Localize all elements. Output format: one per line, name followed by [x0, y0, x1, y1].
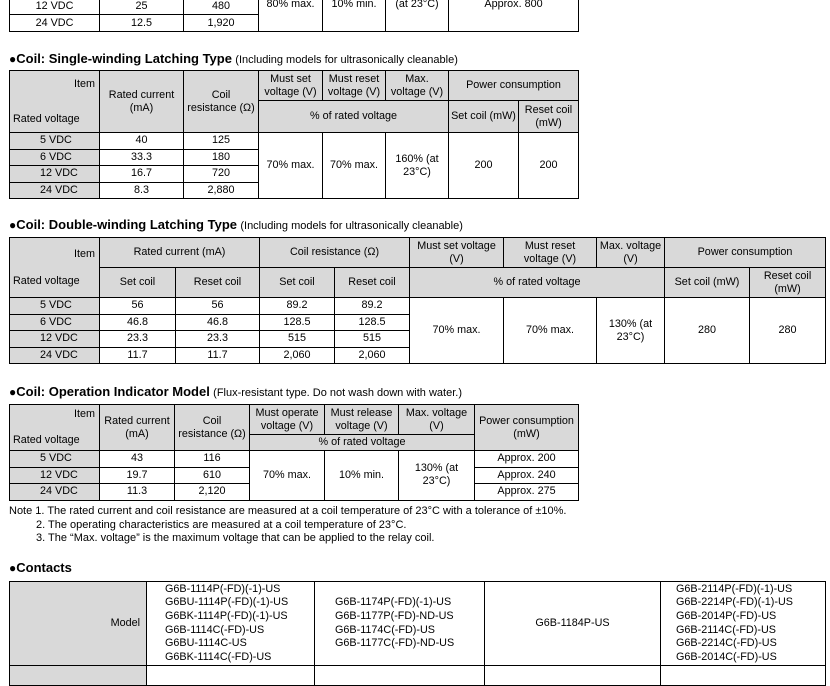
note-3: 3. The “Max. voltage” is the maximum voltage that can be applied to the relay coil. [36, 532, 435, 544]
model-column-4: G6B-2114P(-FD)(-1)-US G6B-2214P(-FD)(-1)-US G6B-2014P(-FD)-US G6B-2114C(-FD)-US G6B-2214C(-FD)-US G6B-2014C(-FD)-US [661, 582, 826, 666]
set-current-cell: 11.7 [100, 347, 176, 364]
contacts-table [9, 581, 826, 686]
must-set-value: 70% max. [410, 298, 504, 364]
reset-power-value: 280 [750, 298, 826, 364]
power-cell: Approx. 200 [475, 451, 579, 468]
rated-voltage-cell: 12 VDC [10, 0, 100, 15]
rated-voltage-cell: 6 VDC [10, 149, 100, 166]
max-voltage-header: Max. voltage (V) [386, 71, 449, 101]
percent-rated-header: % of rated voltage [259, 101, 449, 133]
rated-current-cell: 19.7 [100, 467, 175, 484]
rated-voltage-cell: 12 VDC [10, 331, 100, 348]
rated-voltage-cell: 24 VDC [10, 15, 100, 32]
set-coil-mw-header: Set coil (mW) [665, 268, 750, 298]
set-res-cell: 515 [260, 331, 335, 348]
model-column-2: G6B-1174P(-FD)(-1)-US G6B-1177P(-FD)-ND-US G6B-1174C(-FD)-US G6B-1177C(-FD)-ND-US [315, 582, 485, 666]
indicator-table [9, 404, 579, 501]
rated-current-cell: 16.7 [100, 166, 184, 183]
coil-resistance-cell: 125 [184, 133, 259, 150]
must-release-value: 10% min. [325, 451, 399, 501]
reset-res-cell: 515 [335, 331, 410, 348]
max-voltage-value: 160% (at 23°C) [386, 133, 449, 199]
set-res-cell: 89.2 [260, 298, 335, 315]
set-coil-res-header: Set coil [260, 268, 335, 298]
max-voltage-header: Max. voltage (V) [399, 405, 475, 435]
contacts-next-row-cell [147, 666, 315, 686]
max-voltage-cell: (at 23°C) [386, 0, 449, 32]
must-operate-value: 70% max. [250, 451, 325, 501]
set-power-value: 280 [665, 298, 750, 364]
top-coil-table [9, 0, 579, 32]
rated-current-cell: 12.5 [100, 15, 184, 32]
rated-current-cell: 43 [100, 451, 175, 468]
reset-current-cell: 23.3 [176, 331, 260, 348]
rated-voltage-cell: 5 VDC [10, 298, 100, 315]
set-coil-current-header: Set coil [100, 268, 176, 298]
set-current-cell: 56 [100, 298, 176, 315]
contacts-next-row-label [10, 666, 147, 686]
indicator-heading: ●Coil: Operation Indicator Model (Flux-resistant type. Do not wash down with water.) [9, 384, 462, 399]
rated-current-header: Rated current (mA) [100, 238, 260, 268]
set-res-cell: 2,060 [260, 347, 335, 364]
rated-voltage-cell: 5 VDC [10, 451, 100, 468]
note-1: Note 1. The rated current and coil resistance are measured at a coil temperature of 23°C with a tolerance of ±10%. [9, 505, 567, 517]
coil-resistance-header: Coil resistance (Ω) [184, 71, 259, 133]
power-consumption-header: Power consumption [449, 71, 579, 101]
set-current-cell: 46.8 [100, 314, 176, 331]
rated-voltage-cell: 5 VDC [10, 133, 100, 150]
percent-rated-header: % of rated voltage [410, 268, 665, 298]
reset-coil-header: Reset coil (mW) [519, 101, 579, 133]
set-power-value: 200 [449, 133, 519, 199]
rated-current-header: Rated current (mA) [100, 71, 184, 133]
rated-voltage-cell: 24 VDC [10, 347, 100, 364]
percent-rated-header: % of rated voltage [250, 435, 475, 451]
max-voltage-value: 130% (at 23°C) [597, 298, 665, 364]
set-current-cell: 23.3 [100, 331, 176, 348]
double-winding-heading: ●Coil: Double-winding Latching Type (Including models for ultrasonically cleanable) [9, 217, 463, 232]
bullet-icon: ● [9, 561, 17, 575]
reset-coil-res-header: Reset coil [335, 268, 410, 298]
contacts-next-row-cell [485, 666, 661, 686]
rated-current-cell: 40 [100, 133, 184, 150]
power-cell: Approx. 800 [449, 0, 579, 32]
coil-resistance-cell: 480 [184, 0, 259, 15]
reset-res-cell: 128.5 [335, 314, 410, 331]
coil-resistance-header: Coil resistance (Ω) [260, 238, 410, 268]
single-winding-heading: ●Coil: Single-winding Latching Type (Including models for ultrasonically cleanable) [9, 51, 458, 66]
must-reset-header: Must reset voltage (V) [504, 238, 597, 268]
power-cell: Approx. 240 [475, 467, 579, 484]
reset-current-cell: 46.8 [176, 314, 260, 331]
model-column-1: G6B-1114P(-FD)(-1)-US G6BU-1114P(-FD)(-1)-US G6BK-1114P(-FD)(-1)-US G6B-1114C(-FD)-US G6BU-1114C-US G6BK-1114C(-FD)-US [147, 582, 315, 666]
notes [9, 505, 566, 546]
set-coil-header: Set coil (mW) [449, 101, 519, 133]
must-release-cell: 10% min. [323, 0, 386, 32]
must-set-value: 70% max. [259, 133, 323, 199]
reset-coil-mw-header: Reset coil (mW) [750, 268, 826, 298]
must-operate-cell: 80% max. [259, 0, 323, 32]
reset-current-cell: 11.7 [176, 347, 260, 364]
must-reset-value: 70% max. [323, 133, 386, 199]
power-consumption-header: Power consumption [665, 238, 826, 268]
rated-current-cell: 25 [100, 0, 184, 15]
contacts-next-row-cell [315, 666, 485, 686]
bullet-icon: ● [9, 52, 17, 66]
rated-current-cell: 8.3 [100, 182, 184, 199]
rated-voltage-cell: 24 VDC [10, 484, 100, 501]
set-res-cell: 128.5 [260, 314, 335, 331]
power-cell: Approx. 275 [475, 484, 579, 501]
coil-resistance-cell: 720 [184, 166, 259, 183]
rated-voltage-cell: 12 VDC [10, 166, 100, 183]
coil-resistance-cell: 180 [184, 149, 259, 166]
coil-resistance-cell: 610 [175, 467, 250, 484]
reset-res-cell: 2,060 [335, 347, 410, 364]
coil-resistance-cell: 116 [175, 451, 250, 468]
reset-current-cell: 56 [176, 298, 260, 315]
must-reset-header: Must reset voltage (V) [323, 71, 386, 101]
rated-current-header: Rated current (mA) [100, 405, 175, 451]
contacts-next-row-cell [661, 666, 826, 686]
reset-res-cell: 89.2 [335, 298, 410, 315]
model-label: Model [10, 582, 147, 666]
rated-voltage-cell: 6 VDC [10, 314, 100, 331]
must-set-header: Must set voltage (V) [410, 238, 504, 268]
coil-resistance-cell: 1,920 [184, 15, 259, 32]
item-header: Item Rated voltage [10, 71, 100, 133]
reset-coil-current-header: Reset coil [176, 268, 260, 298]
max-voltage-value: 130% (at 23°C) [399, 451, 475, 501]
max-voltage-header: Max. voltage (V) [597, 238, 665, 268]
item-header: Item Rated voltage [10, 405, 100, 451]
note-2: 2. The operating characteristics are measured at a coil temperature of 23°C. [36, 518, 407, 531]
reset-power-value: 200 [519, 133, 579, 199]
contacts-heading: ●Contacts [9, 560, 72, 575]
must-operate-header: Must operate voltage (V) [250, 405, 325, 435]
single-winding-table [9, 70, 579, 199]
double-winding-table [9, 237, 826, 364]
bullet-icon: ● [9, 218, 17, 232]
model-column-3: G6B-1184P-US [485, 582, 661, 666]
rated-current-cell: 11.3 [100, 484, 175, 501]
must-release-header: Must release voltage (V) [325, 405, 399, 435]
must-reset-value: 70% max. [504, 298, 597, 364]
must-set-header: Must set voltage (V) [259, 71, 323, 101]
rated-voltage-cell: 24 VDC [10, 182, 100, 199]
bullet-icon: ● [9, 385, 17, 399]
item-header: Item Rated voltage [10, 238, 100, 298]
coil-resistance-header: Coil resistance (Ω) [175, 405, 250, 451]
rated-current-cell: 33.3 [100, 149, 184, 166]
coil-resistance-cell: 2,880 [184, 182, 259, 199]
power-consumption-header: Power consumption (mW) [475, 405, 579, 451]
coil-resistance-cell: 2,120 [175, 484, 250, 501]
rated-voltage-cell: 12 VDC [10, 467, 100, 484]
